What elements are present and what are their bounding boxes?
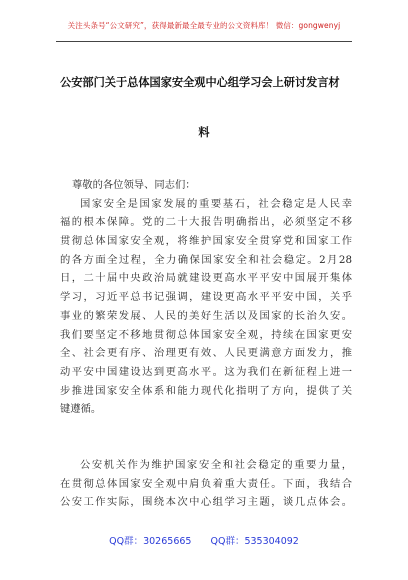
body-line: 动平安中国建设达到更高水平。这为我们在新征程上进一 [60, 365, 352, 378]
body-line: 我们要坚定不移地贯彻总体国家安全观，持续在国家更安 [60, 328, 352, 341]
body-line: 步推进国家安全体系和能力现代化指明了方向，提供了关 [60, 384, 352, 397]
body-line: 的各方面全过程，全力确保国家安全和社会稳定。2月28 [60, 253, 352, 266]
body-line: 学习，习近平总书记强调，建设更高水平平安中国，关乎 [60, 291, 352, 304]
body-line: 福的根本保障。党的二十大报告明确指出，必须坚定不移 [60, 216, 352, 229]
body-line: 全、社会更有序、治理更有效、人民更满意方面发力，推 [60, 347, 352, 360]
header-divider [56, 41, 352, 42]
body-line: 国家安全是国家发展的重要基石，社会稳定是人民幸 [80, 197, 352, 210]
document-title-line-1: 公安部门关于总体国家安全观中心组学习会上研讨发言材 [60, 75, 340, 89]
body-line: 键遵循。 [60, 403, 102, 416]
footer-qq-group-2: QQ群：535304092 [210, 536, 299, 547]
body-line: 公安工作实际，围绕本次中心组学习主题，谈几点体会。 [60, 496, 352, 509]
body-line: 公安机关作为维护国家安全和社会稳定的重要力量， [80, 459, 352, 471]
body-line: 日，二十届中央政治局就建设更高水平平安中国展开集体 [60, 272, 352, 285]
footer-qq-group-1: QQ群：30265665 [109, 536, 192, 547]
body-line: 事业的繁荣发展、人民的美好生活以及国家的长治久安。 [60, 309, 352, 322]
greeting: 尊敬的各位领导、同志们： [72, 179, 196, 191]
document-body [60, 176, 352, 419]
document-body-para2 [60, 456, 352, 512]
body-line: 在贯彻总体国家安全观中肩负着重大责任。下面，我结合 [60, 477, 352, 490]
header-notice: 关注头条号“公文研究”，获得最新最全最专业的公文资料库！ 微信：gongwenyj [67, 21, 341, 30]
body-line: 贯彻总体国家安全观，将维护国家安全贯穿党和国家工作 [60, 235, 352, 248]
footer [0, 533, 408, 547]
document-title-line-2: 料 [198, 125, 210, 139]
